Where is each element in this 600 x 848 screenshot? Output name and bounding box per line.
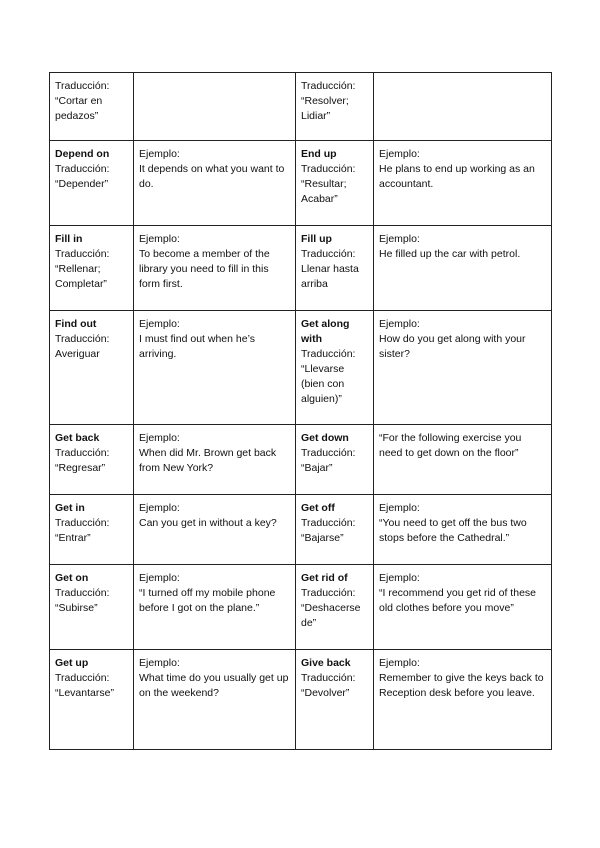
example-sentence: He plans to end up working as an accountant.: [379, 163, 535, 190]
example-cell: [374, 311, 552, 425]
phrasal-verbs-table-body: [50, 73, 552, 750]
term-cell: [50, 495, 134, 565]
phrasal-verb: Get down: [301, 432, 349, 444]
term-cell: [50, 565, 134, 650]
example-sentence: I must find out when he’s arriving.: [139, 333, 255, 360]
phrasal-verb: Get along with: [301, 318, 350, 345]
translation-text: Traducción: “Deshacerse de”: [301, 587, 361, 629]
example-label: Ejemplo:: [379, 502, 420, 514]
example-label: Ejemplo:: [139, 148, 180, 160]
example-label: Ejemplo:: [139, 572, 180, 584]
phrasal-verb: Get off: [301, 502, 335, 514]
phrasal-verb: Fill in: [55, 233, 83, 245]
term-cell: [50, 141, 134, 226]
example-sentence: “I turned off my mobile phone before I got on the plane.”: [139, 587, 276, 614]
example-cell: [374, 73, 552, 141]
translation-text: Traducción: “Subirse”: [55, 587, 110, 614]
table-row: [50, 425, 552, 495]
example-sentence: Remember to give the keys back to Reception desk before you leave.: [379, 672, 544, 699]
example-sentence: How do you get along with your sister?: [379, 333, 526, 360]
term-cell: [50, 226, 134, 311]
example-sentence: “I recommend you get rid of these old clothes before you move”: [379, 587, 536, 614]
translation-text: Traducción: “Depender”: [55, 163, 110, 190]
example-cell: [134, 311, 296, 425]
term-cell: [50, 650, 134, 750]
translation-text: Traducción: “Bajar”: [301, 447, 356, 474]
term-cell: [50, 425, 134, 495]
phrasal-verb: Fill up: [301, 233, 332, 245]
term-cell: [296, 311, 374, 425]
table-row: [50, 495, 552, 565]
translation-text: Traducción: Llenar hasta arriba: [301, 248, 359, 290]
example-label: Ejemplo:: [379, 318, 420, 330]
translation-text: Traducción: “Regresar”: [55, 447, 110, 474]
example-sentence: “For the following exercise you need to get down on the floor”: [379, 432, 522, 459]
table-row: [50, 141, 552, 226]
translation-text: Traducción: “Cortar en pedazos”: [55, 80, 110, 122]
example-cell: [374, 141, 552, 226]
example-cell: [134, 495, 296, 565]
term-cell: [296, 73, 374, 141]
example-label: Ejemplo:: [379, 148, 420, 160]
table-row: [50, 311, 552, 425]
phrasal-verb: Get on: [55, 572, 89, 584]
example-cell: [374, 425, 552, 495]
term-cell: [296, 650, 374, 750]
example-label: Ejemplo:: [139, 502, 180, 514]
example-cell: [134, 226, 296, 311]
term-cell: [296, 565, 374, 650]
example-cell: [374, 565, 552, 650]
term-cell: [50, 73, 134, 141]
phrasal-verb: Get in: [55, 502, 85, 514]
example-cell: [134, 565, 296, 650]
example-sentence: Can you get in without a key?: [139, 517, 277, 529]
example-label: Ejemplo:: [379, 233, 420, 245]
example-label: Ejemplo:: [379, 657, 420, 669]
example-cell: [374, 650, 552, 750]
phrasal-verb: End up: [301, 148, 337, 160]
phrasal-verb: Get rid of: [301, 572, 348, 584]
example-label: Ejemplo:: [139, 432, 180, 444]
phrasal-verb: Give back: [301, 657, 351, 669]
example-sentence: It depends on what you want to do.: [139, 163, 285, 190]
example-cell: [134, 425, 296, 495]
example-sentence: What time do you usually get up on the weekend?: [139, 672, 289, 699]
example-label: Ejemplo:: [139, 657, 180, 669]
example-cell: [134, 650, 296, 750]
example-cell: [374, 226, 552, 311]
example-sentence: He filled up the car with petrol.: [379, 248, 521, 260]
translation-text: Traducción: Averiguar: [55, 333, 110, 360]
phrasal-verb: Depend on: [55, 148, 110, 160]
example-sentence: To become a member of the library you need to fill in this form first.: [139, 248, 270, 290]
translation-text: Traducción: “Resultar; Acabar”: [301, 163, 356, 205]
translation-text: Traducción: “Devolver”: [301, 672, 356, 699]
example-cell: [374, 495, 552, 565]
example-cell: [134, 73, 296, 141]
term-cell: [296, 226, 374, 311]
phrasal-verb: Get up: [55, 657, 89, 669]
translation-text: Traducción: “Resolver; Lidiar”: [301, 80, 356, 122]
table-row: [50, 226, 552, 311]
phrasal-verb: Find out: [55, 318, 97, 330]
term-cell: [50, 311, 134, 425]
example-label: Ejemplo:: [139, 233, 180, 245]
translation-text: Traducción: “Llevarse (bien con alguien)”: [301, 348, 356, 405]
example-sentence: When did Mr. Brown get back from New York?: [139, 447, 277, 474]
term-cell: [296, 495, 374, 565]
term-cell: [296, 141, 374, 226]
table-row: [50, 650, 552, 750]
example-sentence: “You need to get off the bus two stops before the Cathedral.”: [379, 517, 527, 544]
translation-text: Traducción: “Levantarse”: [55, 672, 114, 699]
table-row: [50, 73, 552, 141]
translation-text: Traducción: “Bajarse”: [301, 517, 356, 544]
table-row: [50, 565, 552, 650]
translation-text: Traducción: “Entrar”: [55, 517, 110, 544]
phrasal-verb: Get back: [55, 432, 100, 444]
example-cell: [134, 141, 296, 226]
term-cell: [296, 425, 374, 495]
translation-text: Traducción: “Rellenar; Completar”: [55, 248, 110, 290]
example-label: Ejemplo:: [379, 572, 420, 584]
example-label: Ejemplo:: [139, 318, 180, 330]
phrasal-verbs-table: [49, 72, 552, 750]
